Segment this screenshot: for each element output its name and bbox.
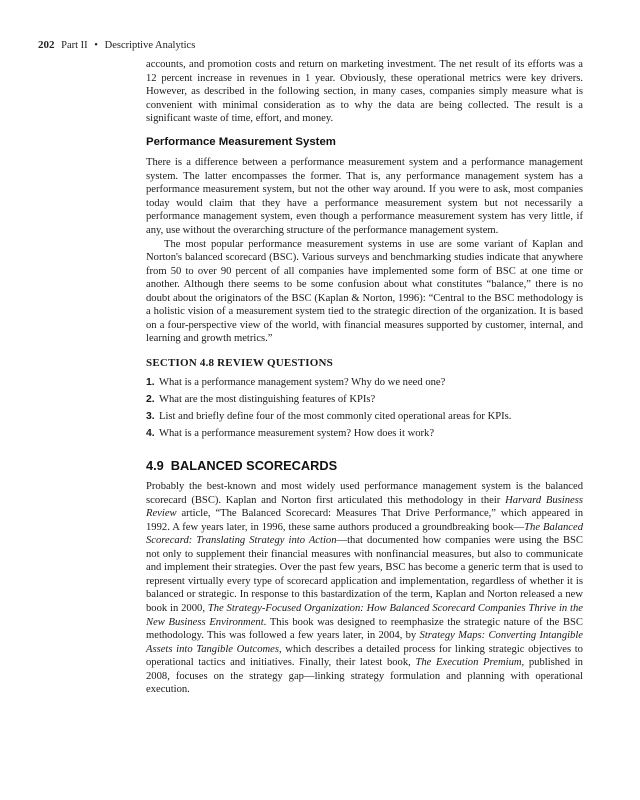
question-text: List and briefly define four of the most commonly cited operational areas for KPIs. — [159, 411, 512, 423]
text-run: , published in 2008, focuses on the strategy gap—linking strategy formulation and planning with operational execution. — [146, 657, 583, 696]
italic-title: The Balanced Scorecard: Translating Strategy into Action — [146, 521, 584, 547]
bullet-separator: • — [94, 40, 98, 51]
text-run: , which describes a detailed process for linking strategic objectives to operational tactics and initiatives. Finally, their latest book, — [146, 643, 583, 669]
review-question — [146, 410, 583, 423]
text-run: . This book was designed to reemphasize the strategic nature of the BSC methodology. This was followed a few years later, in 2004, by — [146, 616, 583, 642]
italic-title: The Strategy-Focused Organization: How Balanced Scorecard Companies Thrive in the New Business Environment — [146, 602, 583, 628]
running-head — [38, 39, 195, 51]
bsc-paragraph — [146, 480, 583, 697]
question-text: What is a performance measurement system? How does it work? — [159, 428, 435, 440]
pms-paragraph-1: There is a difference between a performance measurement system and a performance management system. The latter encompasses the former. That is, any performance management system has a performance measurement system, but not the other way around. If you were to ask, most companies today would claim that they have a performance measurement system but not necessarily a performance management system, even though a performance measurement system has very little, if any, use without the overarching structure of the performance management system. — [146, 157, 583, 237]
part-title: Descriptive Analytics — [104, 40, 196, 51]
review-question — [146, 393, 583, 406]
question-text: What is a performance management system? Why do we need one? — [159, 377, 446, 389]
text-run: Probably the best-known and most widely used performance management system is the balanced scorecard (BSC). Kaplan and Norton first articulated this methodology in their — [146, 481, 583, 506]
question-text: What are the most distinguishing features of KPIs? — [159, 394, 376, 406]
page-number: 202 — [38, 39, 55, 51]
question-number: 1. — [146, 377, 155, 389]
review-questions-list — [146, 376, 583, 440]
part-label: Part II — [61, 40, 88, 51]
text-run: —that documented how companies were using the BSC not only to supplement their financial measures with nonfinancial measures, but also to communicate and implement their strategies. Over the past few years, BSC has become a generic term that is used to represent virtually every type of scorecard application and implementation, regardless of whether it is balanced or strategic. In response to this bastardization of the term, Kaplan and Norton released a new book in 2000, — [146, 535, 583, 614]
review-question — [146, 376, 583, 389]
section-heading — [146, 459, 583, 473]
question-number: 2. — [146, 394, 155, 406]
italic-title: Strategy Maps: Converting Intangible Assets into Tangible Outcomes — [146, 630, 583, 655]
section-title: BALANCED SCORECARDS — [170, 458, 338, 474]
review-question — [146, 427, 583, 440]
italic-title: The Execution Premium — [415, 657, 522, 669]
intro-paragraph: accounts, and promotion costs and return on marketing investment. The net result of its efforts was a 12 percent increase in revenues in 1 year. Obviously, these operational metrics were key drivers. However, as described in the following section, in many cases, companies simply measure what is convenient with minimal consideration as to why the data are being collected. The result is a significant waste of time, effort, and money. — [146, 59, 583, 125]
text-run: article, “The Balanced Scorecard: Measures That Drive Performance,” which appeared in 1992. A few years later, in 1996, these same authors produced a groundbreaking book— — [146, 508, 583, 533]
question-number: 4. — [146, 428, 155, 440]
section-number: 4.9 — [146, 458, 164, 474]
review-questions-heading: SECTION 4.8 REVIEW QUESTIONS — [146, 356, 333, 369]
question-number: 3. — [146, 411, 155, 423]
pms-paragraph-2: The most popular performance measurement systems in use are some variant of Kaplan and Norton's balanced scorecard (BSC). Various surveys and benchmarking studies indicate that anywhere from 50 to over 90 percent of all companies have implemented some form of BSC at one time or another. Although there seems to be some confusion about what constitutes “balance,” there is no doubt about the originators of the BSC (Kaplan & Norton, 1996): “Central to the BSC methodology is a holistic vision of a measurement system tied to the strategic direction of the organization. It is based on a four-perspective view of the world, with financial measures supported by customer, internal, and learning and growth metrics.” — [146, 238, 583, 345]
italic-title: Harvard Business Review — [146, 494, 583, 520]
pms-heading: Performance Measurement System — [146, 135, 336, 148]
text-column — [146, 58, 583, 697]
